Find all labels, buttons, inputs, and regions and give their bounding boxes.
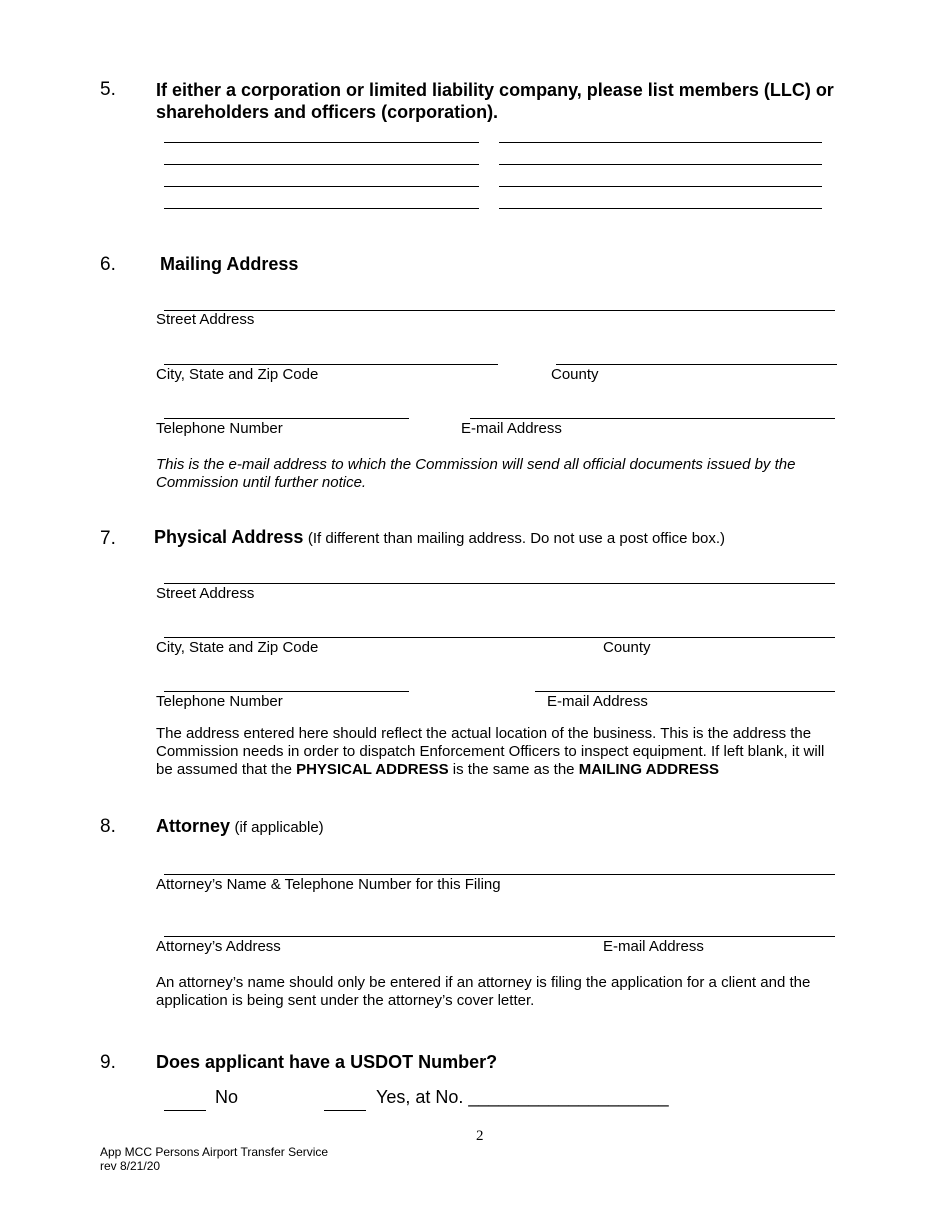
physical-street-label: Street Address xyxy=(156,585,255,602)
attorney-address-field[interactable] xyxy=(164,936,835,937)
section-7-number: 7. xyxy=(100,528,116,549)
physical-note-bold-2: MAILING ADDRESS xyxy=(578,761,719,778)
member-line-left-3[interactable] xyxy=(164,186,479,187)
section-5-heading: If either a corporation or limited liability company, please list members (LLC) or shareholders and officers (corporation). xyxy=(156,80,834,122)
physical-email-field[interactable] xyxy=(535,691,835,692)
usdot-yes-blank[interactable] xyxy=(324,1110,366,1111)
member-line-left-1[interactable] xyxy=(164,142,479,143)
member-line-right-2[interactable] xyxy=(499,164,822,165)
mailing-city-field[interactable] xyxy=(164,364,498,365)
section-8-heading: Attorney xyxy=(156,816,231,836)
section-8-heading-row xyxy=(156,815,324,837)
section-5-number: 5. xyxy=(100,79,116,100)
member-line-left-2[interactable] xyxy=(164,164,479,165)
section-6-heading: Mailing Address xyxy=(160,254,299,274)
physical-city-label: City, State and Zip Code xyxy=(156,639,319,656)
usdot-no-label: No xyxy=(215,1087,239,1107)
physical-note-text-2: is the same as the xyxy=(448,761,579,778)
usdot-yes-label[interactable]: Yes, at No. ____________________ xyxy=(376,1087,669,1107)
footer-form-name: App MCC Persons Airport Transfer Service xyxy=(100,1145,329,1159)
mailing-phone-label: Telephone Number xyxy=(156,420,283,437)
physical-note-bold-1: PHYSICAL ADDRESS xyxy=(296,761,449,778)
physical-note-text-1: The address entered here should reflect the actual location of the business. This is the address the Commission needs in order to dispatch Enforcement Officers to inspect equipment. If left blank, it will be assumed that the xyxy=(156,725,825,778)
physical-email-label: E-mail Address xyxy=(547,693,648,710)
attorney-address-label: Attorney’s Address xyxy=(156,938,281,955)
section-7-heading-suffix: (If different than mailing address. Do not use a post office box.) xyxy=(307,530,726,547)
section-9-number: 9. xyxy=(100,1052,116,1073)
mailing-email-label: E-mail Address xyxy=(461,420,562,437)
section-9-heading: Does applicant have a USDOT Number? xyxy=(156,1052,498,1072)
member-line-left-4[interactable] xyxy=(164,208,479,209)
mailing-street-label: Street Address xyxy=(156,311,255,328)
page-number: 2 xyxy=(476,1128,484,1144)
attorney-name-field[interactable] xyxy=(164,874,835,875)
section-7-heading: Physical Address xyxy=(154,527,304,547)
section-7-heading-row xyxy=(154,526,725,548)
section-6-number: 6. xyxy=(100,254,116,275)
usdot-no-blank[interactable] xyxy=(164,1110,206,1111)
mailing-county-field[interactable] xyxy=(556,364,837,365)
mailing-email-note: This is the e-mail address to which the Commission will send all official documents issued by the Commission until further notice. xyxy=(156,456,796,491)
physical-phone-label: Telephone Number xyxy=(156,693,283,710)
mailing-city-label: City, State and Zip Code xyxy=(156,366,319,383)
physical-address-note xyxy=(156,725,836,779)
attorney-note: An attorney’s name should only be entered if an attorney is filing the application for a client and the application is being sent under the attorney’s cover letter. xyxy=(156,974,811,1009)
mailing-street-field[interactable] xyxy=(164,310,835,311)
physical-phone-field[interactable] xyxy=(164,691,409,692)
member-line-right-4[interactable] xyxy=(499,208,822,209)
member-line-right-1[interactable] xyxy=(499,142,822,143)
attorney-email-label: E-mail Address xyxy=(603,938,704,955)
mailing-email-field[interactable] xyxy=(470,418,835,419)
section-8-number: 8. xyxy=(100,816,116,837)
mailing-phone-field[interactable] xyxy=(164,418,409,419)
attorney-name-label: Attorney’s Name & Telephone Number for this Filing xyxy=(156,876,501,893)
physical-street-field[interactable] xyxy=(164,583,835,584)
physical-city-county-field[interactable] xyxy=(164,637,835,638)
section-8-heading-suffix: (if applicable) xyxy=(234,819,324,836)
mailing-county-label: County xyxy=(551,366,599,383)
physical-county-label: County xyxy=(603,639,651,656)
footer-revision: rev 8/21/20 xyxy=(100,1159,161,1173)
member-line-right-3[interactable] xyxy=(499,186,822,187)
